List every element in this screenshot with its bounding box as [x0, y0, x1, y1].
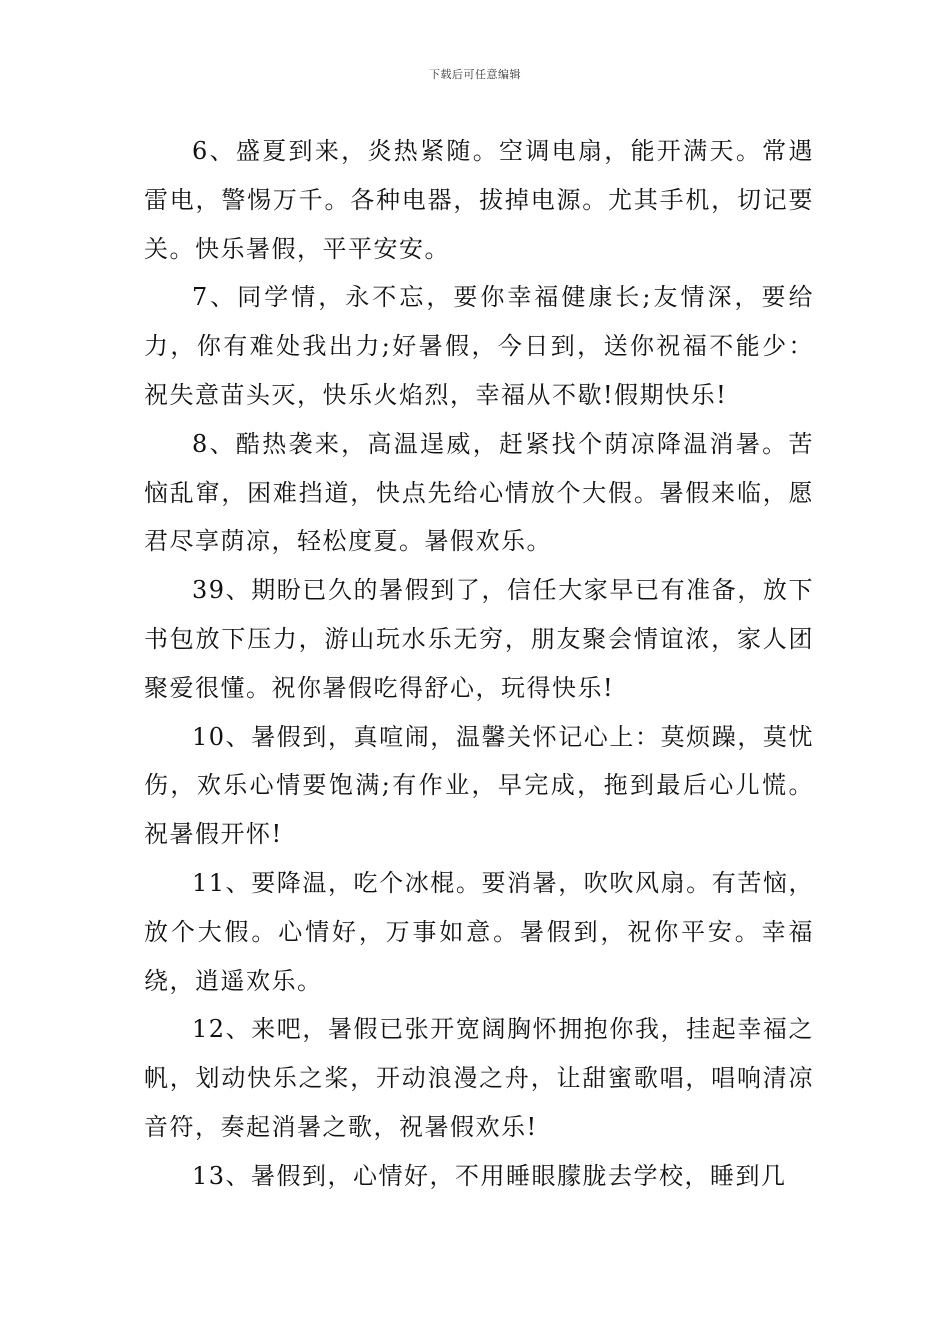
paragraph-11: 11、要降温，吃个冰棍。要消暑，吹吹风扇。有苦恼，放个大假。心情好，万事如意。暑假到，祝你平安。幸福绕，逍遥欢乐。: [144, 868, 814, 995]
paragraph-39: 39、期盼已久的暑假到了，信任大家早已有准备，放下书包放下压力，游山玩水乐无穷，朋友聚会情谊浓，家人团聚爱很懂。祝你暑假吃得舒心，玩得快乐!: [144, 576, 814, 702]
document-body: [144, 127, 814, 1201]
paragraph-6: 6、盛夏到来，炎热紧随。空调电扇，能开满天。常遇雷电，警惕万千。各种电器，拔掉电源。尤其手机，切记要关。快乐暑假，平平安安。: [144, 137, 814, 263]
paragraph-12: 12、来吧，暑假已张开宽阔胸怀拥抱你我，挂起幸福之帆，划动快乐之桨，开动浪漫之舟，让甜蜜歌唱，唱响清凉音符，奏起消暑之歌，祝暑假欢乐!: [144, 1015, 814, 1141]
paragraph-7: 7、同学情，永不忘，要你幸福健康长;友情深，要给力，你有难处我出力;好暑假，今日到，送你祝福不能少：祝失意苗头灭，快乐火焰烈，幸福从不歇!假期快乐!: [144, 283, 814, 409]
paragraph-8: 8、酷热袭来，高温逞威，赶紧找个荫凉降温消暑。苦恼乱窜，困难挡道，快点先给心情放个大假。暑假来临，愿君尽享荫凉，轻松度夏。暑假欢乐。: [144, 429, 814, 556]
page-header: 下载后可任意编辑: [429, 68, 521, 81]
paragraph-10: 10、暑假到，真喧闹，温馨关怀记心上：莫烦躁，莫忧伤，欢乐心情要饱满;有作业，早完成，拖到最后心儿慌。祝暑假开怀!: [144, 722, 814, 849]
paragraph-13: 13、暑假到，心情好，不用睡眼朦胧去学校，睡到几: [192, 1161, 787, 1190]
